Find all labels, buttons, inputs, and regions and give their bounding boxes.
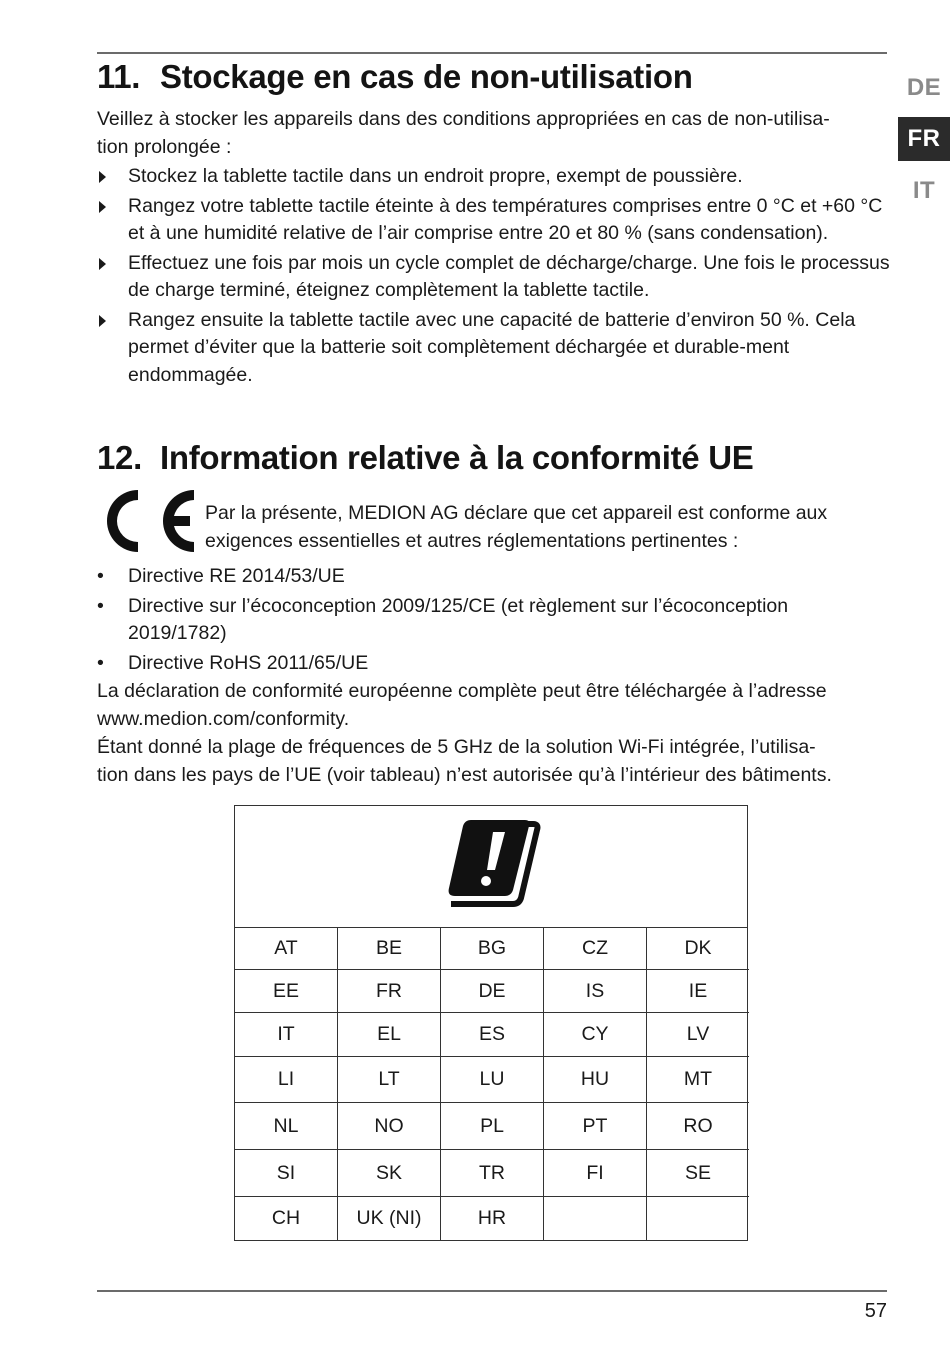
- country-cell: SK: [338, 1150, 441, 1197]
- country-cell: MT: [647, 1057, 749, 1103]
- list-item-text: Stockez la tablette tactile dans un endroit propre, exempt de poussière.: [128, 165, 743, 187]
- country-cell: TR: [441, 1150, 544, 1197]
- country-cell: [647, 1197, 749, 1240]
- triangle-bullet-icon: [99, 258, 106, 270]
- country-cell: IS: [544, 970, 647, 1013]
- list-item-text: Directive RE 2014/53/UE: [128, 565, 345, 587]
- wifi-note-line-2: tion dans les pays de l’UE (voir tableau) n’est autorisée qu’à l’intérieur des bâtiments.: [97, 763, 832, 786]
- section-11-title: Stockage en cas de non-utilisation: [160, 58, 693, 95]
- list-item: [97, 593, 892, 648]
- section-11-number: 11.: [97, 58, 141, 95]
- lang-tab-de[interactable]: DE: [906, 74, 942, 101]
- list-item-text: Directive RoHS 2011/65/UE: [128, 651, 369, 674]
- country-cell: RO: [647, 1103, 749, 1150]
- country-cell: HR: [441, 1197, 544, 1240]
- country-cell: SE: [647, 1150, 749, 1197]
- list-item: [97, 193, 892, 248]
- triangle-bullet-icon: [99, 171, 106, 183]
- section-12-number: 12.: [97, 439, 142, 476]
- country-cell: LU: [441, 1057, 544, 1103]
- list-item-text: Directive sur l’écoconception 2009/125/CE (et règlement sur l’écoconception 2019/1782): [128, 594, 789, 644]
- section-12-title: Information relative à la conformité UE: [160, 439, 754, 476]
- section-11-intro-line-1: Veillez à stocker les appareils dans des conditions appropriées en cas de non-utilisa-: [97, 108, 830, 130]
- lang-tab-it[interactable]: IT: [912, 177, 936, 204]
- country-cell: LV: [647, 1013, 749, 1057]
- lang-tab-fr[interactable]: FR: [898, 117, 950, 161]
- list-item: [97, 163, 892, 191]
- list-item-text: Rangez votre tablette tactile éteinte à des températures comprises entre 0 °C et +60 °C et à une humidité relative de l’air comprise entre 20 et 80 % (sans condensation).: [128, 194, 883, 244]
- section-11-intro-line-2: tion prolongée :: [97, 135, 232, 158]
- country-cell: EL: [338, 1013, 441, 1057]
- wifi-note-line-1: Étant donné la plage de fréquences de 5 GHz de la solution Wi-Fi intégrée, l’utilisa-: [97, 736, 816, 758]
- top-rule: [97, 52, 887, 54]
- country-cell: FR: [338, 970, 441, 1013]
- country-cell: NL: [235, 1103, 338, 1150]
- country-cell: PL: [441, 1103, 544, 1150]
- list-item: [97, 307, 892, 390]
- manual-warning-icon: [441, 816, 543, 910]
- warning-header-cell: [235, 806, 747, 928]
- country-cell: NO: [338, 1103, 441, 1150]
- section-11-heading: [97, 58, 693, 96]
- country-cell: CH: [235, 1197, 338, 1240]
- bullet-dot-icon: •: [97, 594, 104, 617]
- page-number: 57: [864, 1300, 887, 1322]
- country-restriction-table: [234, 805, 748, 1241]
- directives-list: [97, 563, 892, 679]
- country-grid: [235, 928, 747, 1240]
- bullet-dot-icon: •: [97, 651, 104, 674]
- storage-instructions-list: [97, 163, 892, 391]
- country-cell: LT: [338, 1057, 441, 1103]
- list-item-text: Effectuez une fois par mois un cycle complet de décharge/charge. Une fois le processus de charge terminé, éteignez complètement la tablette tactile.: [128, 251, 890, 301]
- country-cell: HU: [544, 1057, 647, 1103]
- conformity-declaration: La déclaration de conformité européenne complète peut être téléchargée à l’adresse www.medion.com/conformity.: [97, 680, 827, 730]
- list-item-text: Rangez ensuite la tablette tactile avec une capacité de batterie d’environ 50 %. Cela permet d’éviter que la batterie soit complètement déchargée et durable-ment endommagée.: [128, 308, 856, 386]
- country-cell: IT: [235, 1013, 338, 1057]
- country-cell: [544, 1197, 647, 1240]
- country-cell: UK (NI): [338, 1197, 441, 1240]
- country-cell: CY: [544, 1013, 647, 1057]
- section-12-heading: [97, 439, 753, 477]
- country-cell: ES: [441, 1013, 544, 1057]
- country-cell: LI: [235, 1057, 338, 1103]
- country-cell: BG: [441, 928, 544, 970]
- country-cell: SI: [235, 1150, 338, 1197]
- country-cell: IE: [647, 970, 749, 1013]
- country-cell: FI: [544, 1150, 647, 1197]
- bullet-dot-icon: •: [97, 565, 104, 587]
- list-item: [97, 250, 892, 305]
- ce-mark-icon: [96, 486, 196, 556]
- list-item: [97, 563, 892, 591]
- country-cell: CZ: [544, 928, 647, 970]
- triangle-bullet-icon: [99, 315, 106, 327]
- country-cell: PT: [544, 1103, 647, 1150]
- bottom-rule: [97, 1290, 887, 1292]
- ce-statement: Par la présente, MEDION AG déclare que cet appareil est conforme aux exigences essentielles et autres réglementations pertinentes :: [205, 502, 828, 552]
- country-cell: AT: [235, 928, 338, 970]
- country-cell: DE: [441, 970, 544, 1013]
- list-item: [97, 650, 892, 678]
- country-cell: DK: [647, 928, 749, 970]
- country-cell: EE: [235, 970, 338, 1013]
- triangle-bullet-icon: [99, 201, 106, 213]
- country-cell: BE: [338, 928, 441, 970]
- wifi-note: [97, 734, 892, 789]
- section-11-intro: [97, 106, 892, 161]
